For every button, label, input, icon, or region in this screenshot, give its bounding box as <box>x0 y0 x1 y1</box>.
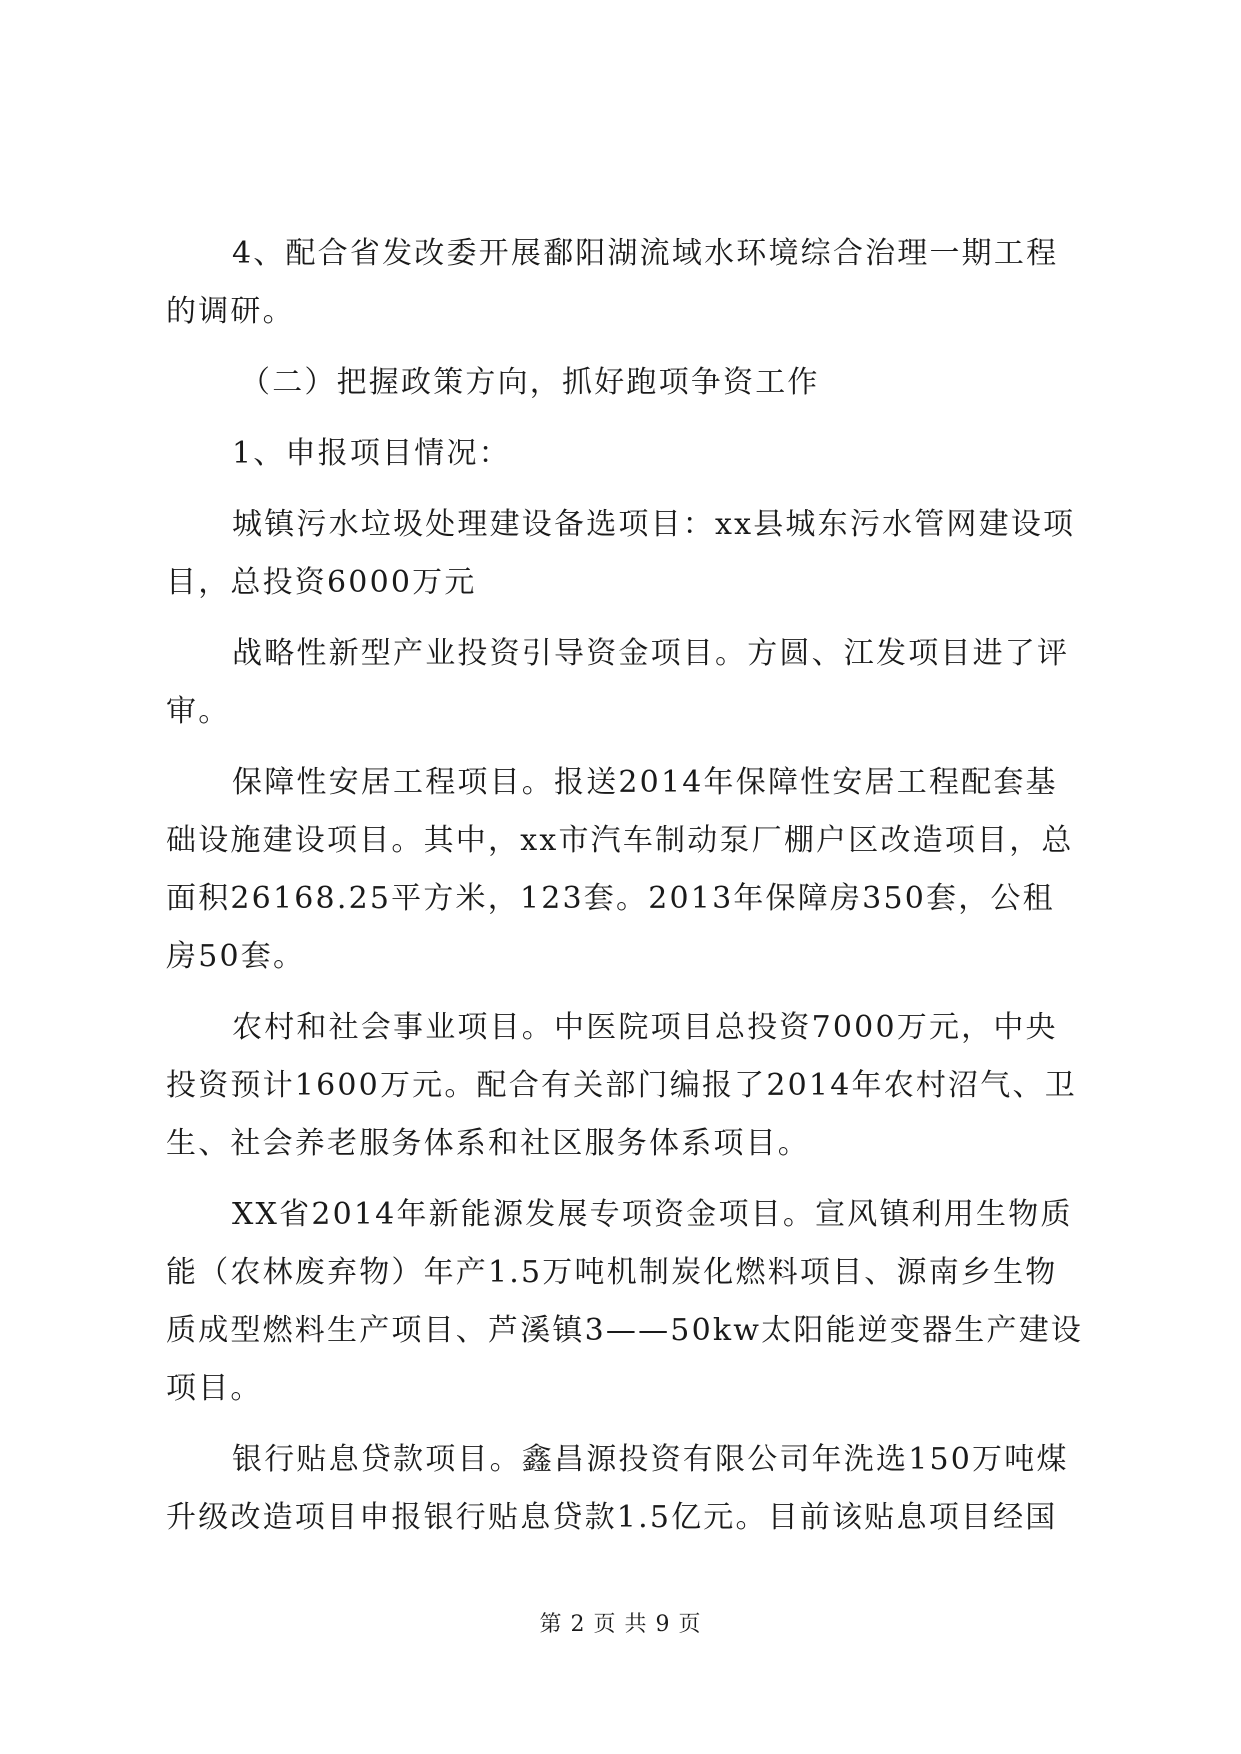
paragraph-rural-social-project: 农村和社会事业项目。中医院项目总投资7000万元，中央投资预计1600万元。配合有关部门编报了2014年农村沼气、卫生、社会养老服务体系和社区服务体系项目。 <box>166 1010 1077 1161</box>
paragraph-new-energy-project: XX省2014年新能源发展专项资金项目。宣风镇利用生物质能（农林废弃物）年产1.5万吨机制炭化燃料项目、源南乡生物质成型燃料生产项目、芦溪镇3——50kw太阳能逆变器生产建设项目。 <box>166 1197 1084 1406</box>
document-body <box>166 225 1086 1560</box>
section-heading-2: （二）把握政策方向，抓好跑项争资工作 <box>240 365 820 400</box>
paragraph-strategic-industry: 战略性新型产业投资引导资金项目。方圆、江发项目进了评审。 <box>166 636 1070 729</box>
paragraph-sewage-project: 城镇污水垃圾处理建设备选项目：xx县城东污水管网建设项目，总投资6000万元 <box>166 507 1076 600</box>
subheading-project-status: 1、申报项目情况： <box>232 436 511 471</box>
paragraph-item-4-research: 4、配合省发改委开展鄱阳湖流域水环境综合治理一期工程的调研。 <box>166 236 1059 329</box>
paragraph-bank-loan-project: 银行贴息贷款项目。鑫昌源投资有限公司年洗选150万吨煤升级改造项目申报银行贴息贷款1.5亿元。目前该贴息项目经国 <box>166 1442 1069 1535</box>
page-number-footer: 第 2 页 共 9 页 <box>539 1612 702 1637</box>
paragraph-housing-project: 保障性安居工程项目。报送2014年保障性安居工程配套基础设施建设项目。其中，xx市汽车制动泵厂棚户区改造项目，总面积26168.25平方米，123套。2013年保障房350套，公租房50套。 <box>166 765 1074 974</box>
